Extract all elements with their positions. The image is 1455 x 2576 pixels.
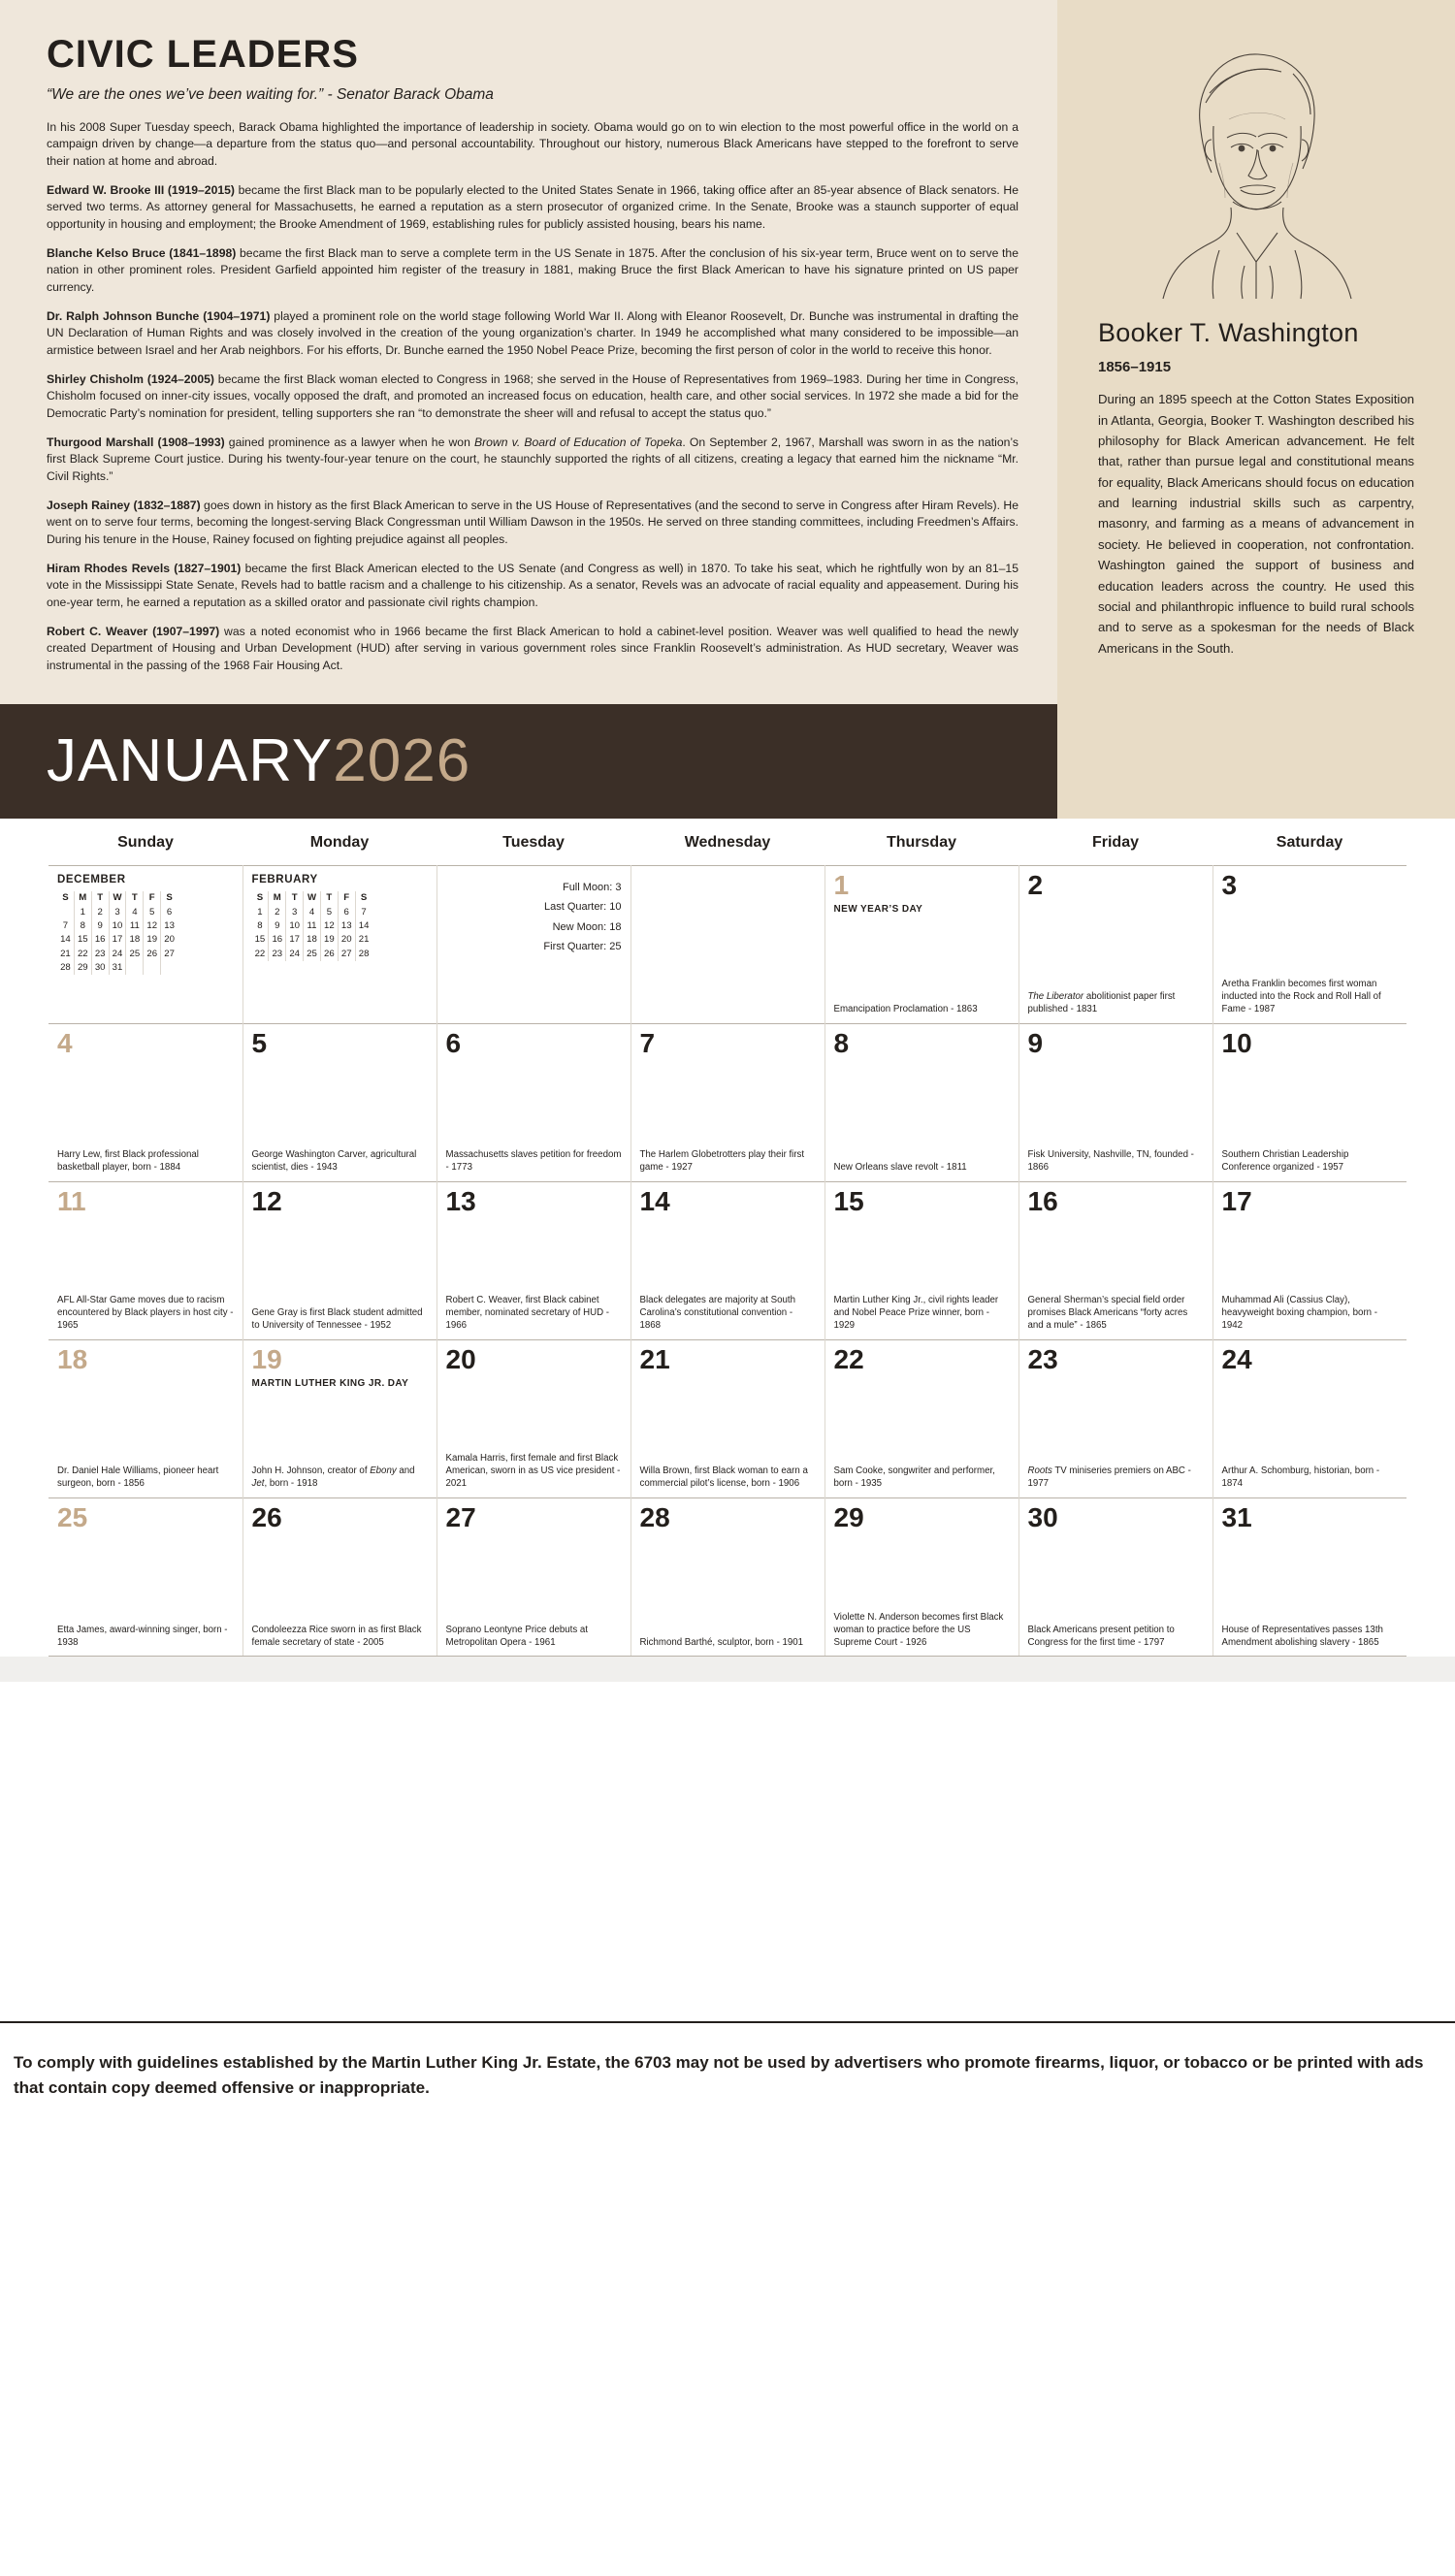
mini-day: 13 [338, 919, 355, 933]
day-number: 8 [833, 1027, 850, 1058]
article-column [0, 0, 1057, 704]
calendar-day-cell [1018, 1339, 1212, 1497]
day-note: Arthur A. Schomburg, historian, born - 1874 [1221, 1465, 1380, 1490]
mini-day: 3 [109, 906, 126, 919]
mini-day: 24 [286, 948, 304, 961]
mini-day: 12 [144, 919, 161, 933]
mini-month-cell-december [48, 865, 242, 1023]
calendar-day-cell [1212, 1339, 1406, 1497]
day-number: 12 [251, 1185, 282, 1216]
calendar-day-cell [48, 1497, 242, 1656]
booker-t-washington-portrait-icon [1111, 17, 1402, 308]
day-number: 3 [1221, 869, 1238, 900]
day-note: Aretha Franklin becomes first woman inducted into the Rock and Roll Hall of Fame - 1987 [1221, 979, 1381, 1015]
day-note: Violette N. Anderson becomes first Black woman to practice before the US Supreme Court - 1926 [833, 1611, 1004, 1648]
article-entry: Thurgood Marshall (1908–1993) gained prominence as a lawyer when he won Brown v. Board of Education of Topeka. On September 2, 1967, Marshall was sworn in as the nation’s first Black Supreme Court justice. During his twenty-four-year tenure on the court, he staunchly supported the rights of all citizens, creating a legacy that earned him the nickname “Mr. Civil Rights.” [47, 435, 1018, 483]
day-number: 11 [57, 1185, 86, 1216]
weekday-header: Saturday [1276, 833, 1343, 851]
mini-month-grid [57, 891, 178, 975]
day-note: George Washington Carver, agricultural scientist, dies - 1943 [251, 1149, 417, 1174]
day-number: 5 [251, 1027, 268, 1058]
calendar-day-cell [1212, 865, 1406, 1023]
mini-day [126, 961, 144, 975]
article-entry: Robert C. Weaver (1907–1997) was a noted economist who in 1966 became the first Black American to hold a cabinet-level position. Weaver was well qualified to head the newly created Department of Housing and Urban Development (HUD) after serving in various government roles since Franklin Roosevelt’s administration. As HUD secretary, Weaver was instrumental in the passing of the 1968 Fair Housing Act. [47, 624, 1018, 672]
mini-day: 14 [57, 933, 74, 947]
month-banner [0, 704, 1057, 819]
calendar-day-cell [242, 1181, 436, 1339]
mini-day: 23 [91, 948, 109, 961]
day-note: Black Americans present petition to Congress for the first time - 1797 [1027, 1624, 1175, 1648]
weekday-header: Friday [1091, 833, 1139, 851]
calendar-day-cell [1212, 1181, 1406, 1339]
calendar-day-cell [436, 1339, 630, 1497]
day-number: 18 [57, 1343, 88, 1374]
weekday-header: Wednesday [684, 833, 771, 851]
mini-weekday: F [338, 891, 355, 905]
feature-bio: During an 1895 speech at the Cotton States Exposition in Atlanta, Georgia, Booker T. Washington described his philosophy for Black American advancement. He felt that, rather than pursue legal and constitutional means for equality, Black Americans should focus on education and learning industrial skills such as carpentry, masonry, and farming as a means of advancement in society. He believed in cooperation, not confrontation. Washington gained the support of business and education leaders across the country. He used this social and philanthropic influence to build rural schools and to serve as a spokesman for the needs of Black Americans in the South. [1098, 392, 1414, 656]
calendar-day-cell [436, 1497, 630, 1656]
banner-filler [1057, 704, 1455, 819]
mini-day: 22 [74, 948, 91, 961]
mini-day: 18 [304, 933, 321, 947]
day-note: Roots TV miniseries premiers on ABC - 1977 [1027, 1465, 1191, 1490]
calendar-week-row [48, 865, 1406, 1023]
mini-day: 2 [91, 906, 109, 919]
calendar-day-cell [824, 865, 1018, 1023]
weekday-header: Thursday [886, 833, 956, 851]
day-note: General Sherman’s special field order promises Black Americans “forty acres and a mule” - 1865 [1027, 1295, 1188, 1332]
page-spacer [0, 1682, 1455, 1827]
entry-name: Hiram Rhodes Revels (1827–1901) [47, 561, 242, 575]
mini-day: 23 [269, 948, 286, 961]
calendar-week-row [48, 1497, 1406, 1656]
day-number: 20 [445, 1343, 476, 1374]
mini-day: 7 [57, 919, 74, 933]
mini-day: 18 [126, 933, 144, 947]
article-entry: Joseph Rainey (1832–1887) goes down in history as the first Black American to serve in the US House of Representatives (and the second to serve in Congress after Hiram Revels). He went on to serve four terms, becoming the longest-serving Black Congressman until William Dawson in the 1950s. He served on three standing committees, including Freedmen’s Affairs. During his tenure in the House, Rainey focused on fighting prejudice against all peoples. [47, 498, 1018, 546]
day-note: Etta James, award-winning singer, born - 1938 [57, 1624, 228, 1648]
day-note: Soprano Leontyne Price debuts at Metropolitan Opera - 1961 [445, 1624, 588, 1648]
day-number: 17 [1221, 1185, 1252, 1216]
day-number: 23 [1027, 1343, 1058, 1374]
portrait-wrap [1098, 17, 1414, 308]
mini-day: 25 [304, 948, 321, 961]
mini-day: 10 [109, 919, 126, 933]
day-note: Kamala Harris, first female and first Black American, sworn in as US vice president - 2021 [445, 1453, 621, 1490]
calendar-week-row [48, 1339, 1406, 1497]
mini-week [57, 906, 178, 919]
day-note: Emancipation Proclamation - 1863 [833, 1004, 978, 1015]
top-section [0, 0, 1455, 704]
mini-day [144, 961, 161, 975]
article-entry: Blanche Kelso Bruce (1841–1898) became the first Black man to serve a complete term in the US Senate in 1875. After the conclusion of his six-year term, Bruce went on to serve the nation in other prominent roles. President Garfield appointed him register of the treasury in 1881, making Bruce the first Black American to have his signature printed on US paper currency. [47, 245, 1018, 294]
article-entry: Hiram Rhodes Revels (1827–1901) became the first Black American elected to the US Senate (and Congress as well) in 1870. To take his seat, which he rightfully won by an 81–15 vote in the Mississippi State Senate, Revels had to battle racism and a challenge to his citizenship. As a senator, Revels was an advocate of racial equality and appeasement. During his one-year term, he earned a reputation as a skilled orator and passionate civil rights champion. [47, 561, 1018, 609]
mini-weekday: M [74, 891, 91, 905]
calendar-day-cell [1018, 1023, 1212, 1181]
mini-day: 7 [361, 906, 367, 918]
mini-month-title: DECEMBER [57, 873, 126, 886]
day-number: 30 [1027, 1501, 1058, 1532]
mini-day: 31 [109, 961, 126, 975]
moon-phase: New Moon: 18 [552, 920, 622, 933]
day-note: The Liberator abolitionist paper first published - 1831 [1027, 991, 1176, 1015]
weekday-header: Sunday [117, 833, 174, 851]
day-number: 24 [1221, 1343, 1252, 1374]
article-entries [47, 182, 1018, 674]
banner-month: JANUARY [47, 727, 334, 795]
day-note: Condoleezza Rice sworn in as first Black female secretary of state - 2005 [251, 1624, 422, 1648]
day-number: 4 [57, 1027, 73, 1058]
mini-weekday: S [360, 892, 368, 904]
mini-day: 16 [269, 933, 286, 947]
mini-day: 28 [57, 961, 74, 975]
mini-weekday: T [126, 891, 144, 905]
moon-phase-cell [436, 865, 630, 1023]
mini-day: 20 [164, 934, 175, 946]
mini-weekday: T [286, 891, 304, 905]
mini-weekday: T [91, 891, 109, 905]
day-number: 26 [251, 1501, 282, 1532]
calendar-day-cell [824, 1023, 1018, 1181]
day-note: Sam Cooke, songwriter and performer, born - 1935 [833, 1465, 995, 1490]
article-entry: Dr. Ralph Johnson Bunche (1904–1971) played a prominent role on the world stage following World War II. Along with Eleanor Roosevelt, Dr. Bunche was instrumental in drafting the UN Declaration of Human Rights and was closely involved in the creation of the young organization’s charter. In 1949 he accomplished what many considered to be impossible—an armistice between Israel and her Arab neighbors. For his efforts, Dr. Bunche earned the 1950 Nobel Peace Prize, becoming the first person of color in the world to receive this honor. [47, 308, 1018, 357]
mini-day: 4 [304, 906, 321, 919]
mini-month-title: FEBRUARY [251, 873, 318, 886]
day-number: 7 [639, 1027, 656, 1058]
calendar-week-row [48, 1023, 1406, 1181]
mini-day: 5 [320, 906, 338, 919]
mini-day: 20 [338, 933, 355, 947]
day-note: Black delegates are majority at South Carolina’s constitutional convention - 1868 [639, 1295, 795, 1332]
calendar-day-cell [242, 1497, 436, 1656]
mini-month [57, 872, 234, 976]
entry-name: Dr. Ralph Johnson Bunche (1904–1971) [47, 308, 271, 323]
mini-day: 27 [338, 948, 355, 961]
mini-day: 9 [269, 919, 286, 933]
moon-phase: First Quarter: 25 [543, 940, 622, 952]
holiday-label: NEW YEAR’S DAY [833, 903, 923, 915]
entry-name: Edward W. Brooke III (1919–2015) [47, 182, 235, 197]
mini-day: 21 [358, 934, 370, 946]
day-number: 15 [833, 1185, 864, 1216]
day-note: Willa Brown, first Black woman to earn a commercial pilot’s license, born - 1906 [639, 1465, 808, 1490]
mini-month [252, 872, 428, 961]
day-note: Massachusetts slaves petition for freedom - 1773 [445, 1149, 622, 1174]
mini-day: 17 [109, 933, 126, 947]
mini-day: 30 [91, 961, 109, 975]
feature-name: Booker T. Washington [1098, 318, 1359, 347]
calendar-day-cell [242, 1023, 436, 1181]
day-note: House of Representatives passes 13th Amendment abolishing slavery - 1865 [1221, 1624, 1383, 1648]
day-number: 19 [251, 1343, 282, 1374]
feature-dates: 1856–1915 [1098, 359, 1172, 376]
mini-weekday: S [252, 891, 269, 905]
calendar-day-cell [1018, 1181, 1212, 1339]
mini-day: 28 [358, 948, 370, 959]
mini-day: 27 [164, 948, 175, 959]
day-note: Fisk University, Nashville, TN, founded - 1866 [1027, 1149, 1194, 1174]
entry-name: Shirley Chisholm (1924–2005) [47, 371, 214, 386]
day-number: 29 [833, 1501, 864, 1532]
mini-day: 25 [126, 948, 144, 961]
calendar-day-cell [824, 1339, 1018, 1497]
pull-quote [47, 86, 1018, 104]
day-number: 14 [639, 1185, 670, 1216]
day-number: 21 [639, 1343, 670, 1374]
mini-day: 24 [109, 948, 126, 961]
weekday-header-row [48, 819, 1406, 866]
day-note: John H. Johnson, creator of Ebony and Jet, born - 1918 [251, 1465, 415, 1490]
mini-weekday: F [144, 891, 161, 905]
day-note: AFL All-Star Game moves due to racism encountered by Black players in host city - 1965 [57, 1295, 234, 1332]
mini-day: 11 [304, 919, 321, 933]
mini-day: 15 [252, 933, 269, 947]
mini-day: 6 [166, 906, 173, 918]
day-number: 27 [445, 1501, 476, 1532]
calendar-day-cell [242, 1339, 436, 1497]
mini-day: 13 [164, 919, 175, 931]
mini-day: 4 [126, 906, 144, 919]
mini-day: 8 [74, 919, 91, 933]
day-note: The Harlem Globetrotters play their first game - 1927 [639, 1149, 805, 1174]
mini-day: 11 [126, 919, 144, 933]
mini-month-cell-february [242, 865, 436, 1023]
calendar-week-row [48, 1181, 1406, 1339]
mini-day: 17 [286, 933, 304, 947]
mini-day: 21 [57, 948, 74, 961]
empty-cell [630, 865, 824, 1023]
mini-day [57, 906, 74, 919]
day-number: 28 [639, 1501, 670, 1532]
mini-day: 1 [252, 906, 269, 919]
mini-day: 8 [252, 919, 269, 933]
article-entry: Shirley Chisholm (1924–2005) became the first Black woman elected to Congress in 1968; she served in the House of Representatives from 1969–1983. During her time in Congress, Chisholm focused on inner-city issues, vocally opposed the draft, and promoted an increased focus on education, health care, and other social services. In 1972 she made a bid for the Democratic Party’s nomination for president, telling supporters she ran “to demonstrate the sheer will and refusal to accept the status quo.” [47, 371, 1018, 420]
mini-day: 19 [144, 933, 161, 947]
mini-weekday: S [57, 891, 74, 905]
day-number: 10 [1221, 1027, 1252, 1058]
day-note: Richmond Barthé, sculptor, born - 1901 [639, 1636, 804, 1648]
article-intro: In his 2008 Super Tuesday speech, Barack Obama highlighted the importance of leadership in society. Obama would go on to win election to the most powerful office in the world on a campaign driven by change—a departure from the status quo—and personal accountability. Throughout our history, numerous Black Americans have stepped to the forefront to serve their nation at home and abroad. [47, 120, 1018, 168]
mini-week [57, 961, 178, 975]
calendar-section [0, 819, 1455, 1658]
article-entry: Edward W. Brooke III (1919–2015) became the first Black man to be popularly elected to the United States Senate in 1966, taking office after an 85-year absence of Black senators. He served two terms. As attorney general for Massachusetts, he earned a reputation as a stern prosecutor of organized crime. In the Senate, Brooke was a staunch supporter of equal opportunity in housing and employment; the Brooke Amendment of 1969, establishing rules for publicly assisted housing, bears his name. [47, 182, 1018, 231]
day-number: 22 [833, 1343, 864, 1374]
mini-day: 2 [269, 906, 286, 919]
calendar-day-cell [1212, 1497, 1406, 1656]
calendar-day-cell [630, 1497, 824, 1656]
day-note: Martin Luther King Jr., civil rights leader and Nobel Peace Prize winner, born - 1929 [833, 1295, 999, 1332]
mini-day: 5 [144, 906, 161, 919]
day-note: New Orleans slave revolt - 1811 [833, 1162, 967, 1174]
calendar-day-cell [824, 1497, 1018, 1656]
day-note: Harry Lew, first Black professional basketball player, born - 1884 [57, 1149, 199, 1174]
mini-day: 10 [286, 919, 304, 933]
calendar-day-cell [48, 1339, 242, 1497]
day-number: 16 [1027, 1185, 1058, 1216]
entry-name: Thurgood Marshall (1908–1993) [47, 435, 225, 449]
calendar-day-cell [48, 1181, 242, 1339]
mini-weekday: M [269, 891, 286, 905]
entry-name: Robert C. Weaver (1907–1997) [47, 624, 220, 638]
mini-day: 22 [252, 948, 269, 961]
day-note: Gene Gray is first Black student admitted to University of Tennessee - 1952 [251, 1307, 423, 1332]
weekday-header: Tuesday [502, 833, 565, 851]
mini-day: 9 [91, 919, 109, 933]
moon-phase: Full Moon: 3 [562, 881, 622, 893]
mini-week [252, 933, 372, 947]
mini-day: 3 [286, 906, 304, 919]
mini-week [252, 906, 372, 919]
weekday-header: Monday [309, 833, 370, 851]
page-title: CIVIC LEADERS [47, 33, 359, 76]
day-number: 6 [445, 1027, 462, 1058]
calendar-grid [48, 819, 1406, 1657]
mini-day: 19 [320, 933, 338, 947]
mini-day: 26 [144, 948, 161, 961]
mini-week [57, 948, 178, 961]
calendar-day-cell [1018, 865, 1212, 1023]
footer-notice [0, 2021, 1455, 2125]
mini-weekday: S [166, 892, 173, 904]
month-banner-row [0, 704, 1455, 819]
mini-week [57, 933, 178, 947]
calendar-day-cell [630, 1339, 824, 1497]
calendar-day-cell [436, 1181, 630, 1339]
day-note: Southern Christian Leadership Conference organized - 1957 [1221, 1149, 1349, 1174]
mini-day: 14 [358, 919, 370, 931]
banner-year: 2026 [333, 727, 471, 795]
entry-name: Joseph Rainey (1832–1887) [47, 498, 201, 512]
mini-day: 6 [338, 906, 355, 919]
footer-text: To comply with guidelines established by the Martin Luther King Jr. Estate, the 6703 may not be used by advertisers who promote firearms, liquor, or tobacco or be printed with ads that contain copy deemed offensive or inappropriate. [14, 2053, 1424, 2097]
day-number: 31 [1221, 1501, 1252, 1532]
day-number: 9 [1027, 1027, 1044, 1058]
moon-phase-list [446, 872, 622, 956]
mini-weekday: W [109, 891, 126, 905]
day-number: 13 [445, 1185, 476, 1216]
day-note: Robert C. Weaver, first Black cabinet member, nominated secretary of HUD - 1966 [445, 1295, 610, 1332]
calendar-day-cell [1018, 1497, 1212, 1656]
day-number: 1 [833, 869, 850, 900]
mini-week [57, 919, 178, 933]
holiday-label: MARTIN LUTHER KING JR. DAY [251, 1377, 409, 1389]
calendar-day-cell [1212, 1023, 1406, 1181]
mini-day: 16 [91, 933, 109, 947]
mini-month-grid [252, 891, 372, 961]
day-note: Dr. Daniel Hale Williams, pioneer heart surgeon, born - 1856 [57, 1465, 219, 1490]
grey-band [0, 1657, 1455, 1682]
mini-day: 29 [74, 961, 91, 975]
day-number: 2 [1027, 869, 1044, 900]
feature-column [1057, 0, 1455, 704]
mini-day [161, 961, 178, 975]
day-number: 25 [57, 1501, 88, 1532]
day-note: Muhammad Ali (Cassius Clay), heavyweight boxing champion, born - 1942 [1221, 1295, 1377, 1332]
mini-week [252, 919, 372, 933]
calendar-day-cell [630, 1181, 824, 1339]
mini-day: 26 [320, 948, 338, 961]
mini-weekday: T [320, 891, 338, 905]
calendar-day-cell [824, 1181, 1018, 1339]
mini-day: 12 [320, 919, 338, 933]
mini-day: 15 [74, 933, 91, 947]
calendar-day-cell [48, 1023, 242, 1181]
mini-day: 1 [74, 906, 91, 919]
entry-name: Blanche Kelso Bruce (1841–1898) [47, 245, 237, 260]
mini-weekday: W [304, 891, 321, 905]
calendar-day-cell [436, 1023, 630, 1181]
calendar-day-cell [630, 1023, 824, 1181]
mini-week [252, 948, 372, 961]
pull-quote-text: “We are the ones we’ve been waiting for.” - Senator Barack Obama [47, 86, 494, 103]
moon-phase: Last Quarter: 10 [544, 901, 622, 914]
